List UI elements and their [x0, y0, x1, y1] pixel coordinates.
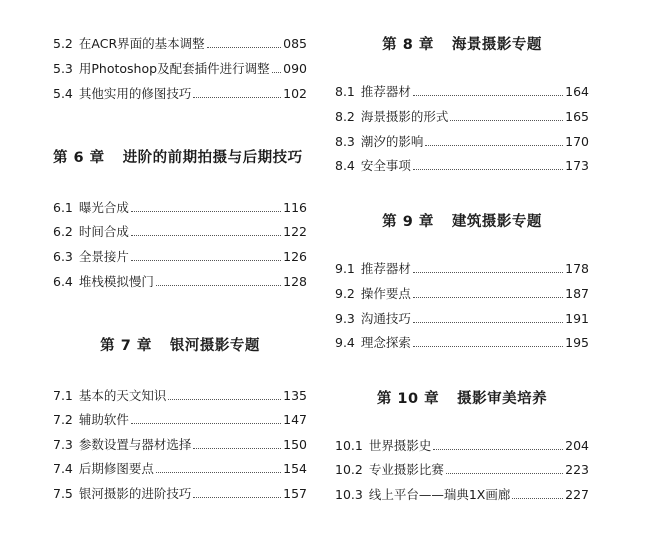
entry-title: 时间合成 [78, 224, 129, 239]
toc-entry [335, 261, 589, 277]
entry-title: 推荐器材 [360, 261, 411, 276]
toc-entry [53, 486, 307, 502]
entry-number: 7.5 [53, 486, 73, 501]
leader-dots [413, 95, 563, 96]
entry-page: 195 [565, 335, 589, 350]
entry-number: 8.3 [335, 134, 355, 149]
leader-dots [450, 120, 563, 121]
entry-title: 潮汐的影响 [360, 134, 424, 149]
entry-title: 沟通技巧 [360, 311, 411, 326]
entry-page: 227 [565, 487, 589, 502]
entry-title: 专业摄影比赛 [368, 462, 444, 477]
entry-page: 164 [565, 84, 589, 99]
entry-number: 9.2 [335, 286, 355, 301]
leader-dots [168, 399, 281, 400]
entry-page: 187 [565, 286, 589, 301]
toc-entry [335, 109, 589, 125]
entry-number: 5.4 [53, 86, 73, 101]
toc-entry [335, 462, 589, 478]
chapter-label: 第 7 章 [100, 338, 152, 354]
chapter-label: 第 9 章 [382, 214, 434, 230]
toc-entry [335, 487, 589, 503]
entry-number: 8.2 [335, 109, 355, 124]
entry-number: 6.2 [53, 224, 73, 239]
entry-page: 128 [283, 274, 307, 289]
entry-page: 147 [283, 412, 307, 427]
entry-number: 7.3 [53, 437, 73, 452]
toc-entry [53, 86, 307, 102]
entry-number: 5.2 [53, 36, 73, 51]
leader-dots [131, 260, 281, 261]
entry-title: 基本的天文知识 [78, 388, 167, 403]
entry-number: 9.4 [335, 335, 355, 350]
leader-dots [156, 472, 281, 473]
entry-page: 154 [283, 461, 307, 476]
entry-number: 6.4 [53, 274, 73, 289]
toc-entry [53, 224, 307, 240]
chapter-heading [335, 389, 589, 409]
chapter-label: 第 8 章 [382, 37, 434, 53]
entry-number: 10.2 [335, 462, 363, 477]
toc-entry [335, 286, 589, 302]
entry-page: 135 [283, 388, 307, 403]
chapter-label: 第 10 章 [376, 391, 440, 407]
toc-entry [53, 412, 307, 428]
entry-number: 8.1 [335, 84, 355, 99]
toc-entry [53, 437, 307, 453]
entry-title: 辅助软件 [78, 412, 129, 427]
entry-title: 理念探索 [360, 335, 411, 350]
entry-number: 7.1 [53, 388, 73, 403]
entry-page: 090 [283, 61, 307, 76]
entry-page: 157 [283, 486, 307, 501]
entry-number: 7.2 [53, 412, 73, 427]
leader-dots [512, 498, 563, 499]
chapter-heading [335, 35, 589, 55]
entry-number: 6.3 [53, 249, 73, 264]
toc-entry [335, 335, 589, 351]
leader-dots [272, 72, 282, 73]
leader-dots [413, 346, 563, 347]
entry-page: 150 [283, 437, 307, 452]
entry-title: 线上平台——瑞典1X画廊 [368, 487, 511, 502]
chapter-heading [335, 212, 589, 232]
entry-title: 曝光合成 [78, 200, 129, 215]
entry-title: 世界摄影史 [368, 438, 432, 453]
toc-entry [335, 311, 589, 327]
entry-number: 9.3 [335, 311, 355, 326]
leader-dots [156, 285, 281, 286]
entry-page: 116 [283, 200, 307, 215]
leader-dots [131, 211, 281, 212]
leader-dots [131, 423, 281, 424]
chapter-heading [53, 336, 307, 356]
entry-number: 5.3 [53, 61, 73, 76]
toc-entry [53, 274, 307, 290]
entry-page: 126 [283, 249, 307, 264]
entry-page: 191 [565, 311, 589, 326]
toc-entry [335, 158, 589, 174]
entry-title: 堆栈模拟慢门 [78, 274, 154, 289]
leader-dots [413, 169, 563, 170]
leader-dots [413, 297, 563, 298]
entry-title: 银河摄影的进阶技巧 [78, 486, 192, 501]
entry-page: 173 [565, 158, 589, 173]
entry-title: 操作要点 [360, 286, 411, 301]
chapter-label: 第 6 章 [53, 150, 105, 166]
entry-title: 用Photoshop及配套插件进行调整 [78, 61, 270, 76]
entry-title: 其他实用的修图技巧 [78, 86, 192, 101]
entry-page: 085 [283, 36, 307, 51]
entry-page: 102 [283, 86, 307, 101]
chapter-title: 海景摄影专题 [451, 37, 542, 53]
leader-dots [131, 235, 281, 236]
toc-entry [335, 134, 589, 150]
entry-title: 安全事项 [360, 158, 411, 173]
chapter-title: 摄影审美培养 [457, 391, 548, 407]
entry-number: 10.1 [335, 438, 363, 453]
toc-entry [53, 461, 307, 477]
leader-dots [433, 449, 563, 450]
toc-entry [53, 36, 307, 52]
entry-page: 122 [283, 224, 307, 239]
chapter-title: 进阶的前期拍摄与后期技巧 [122, 150, 303, 166]
toc-entry [335, 84, 589, 100]
entry-number: 10.3 [335, 487, 363, 502]
entry-page: 223 [565, 462, 589, 477]
toc-entry [335, 438, 589, 454]
leader-dots [413, 322, 563, 323]
chapter-heading [53, 148, 307, 168]
entry-number: 8.4 [335, 158, 355, 173]
entry-title: 在ACR界面的基本调整 [78, 36, 205, 51]
leader-dots [193, 448, 281, 449]
entry-number: 7.4 [53, 461, 73, 476]
toc-entry [53, 388, 307, 404]
entry-page: 170 [565, 134, 589, 149]
chapter-title: 银河摄影专题 [169, 338, 260, 354]
entry-page: 204 [565, 438, 589, 453]
leader-dots [193, 497, 281, 498]
entry-page: 178 [565, 261, 589, 276]
leader-dots [193, 97, 281, 98]
entry-title: 参数设置与器材选择 [78, 437, 192, 452]
toc-entry [53, 249, 307, 265]
chapter-title: 建筑摄影专题 [451, 214, 542, 230]
entry-title: 海景摄影的形式 [360, 109, 449, 124]
toc-entry [53, 200, 307, 216]
entry-title: 全景接片 [78, 249, 129, 264]
leader-dots [425, 145, 563, 146]
leader-dots [413, 272, 563, 273]
leader-dots [207, 47, 282, 48]
toc-entry [53, 61, 307, 77]
entry-number: 9.1 [335, 261, 355, 276]
entry-page: 165 [565, 109, 589, 124]
entry-title: 后期修图要点 [78, 461, 154, 476]
entry-number: 6.1 [53, 200, 73, 215]
entry-title: 推荐器材 [360, 84, 411, 99]
leader-dots [446, 473, 563, 474]
